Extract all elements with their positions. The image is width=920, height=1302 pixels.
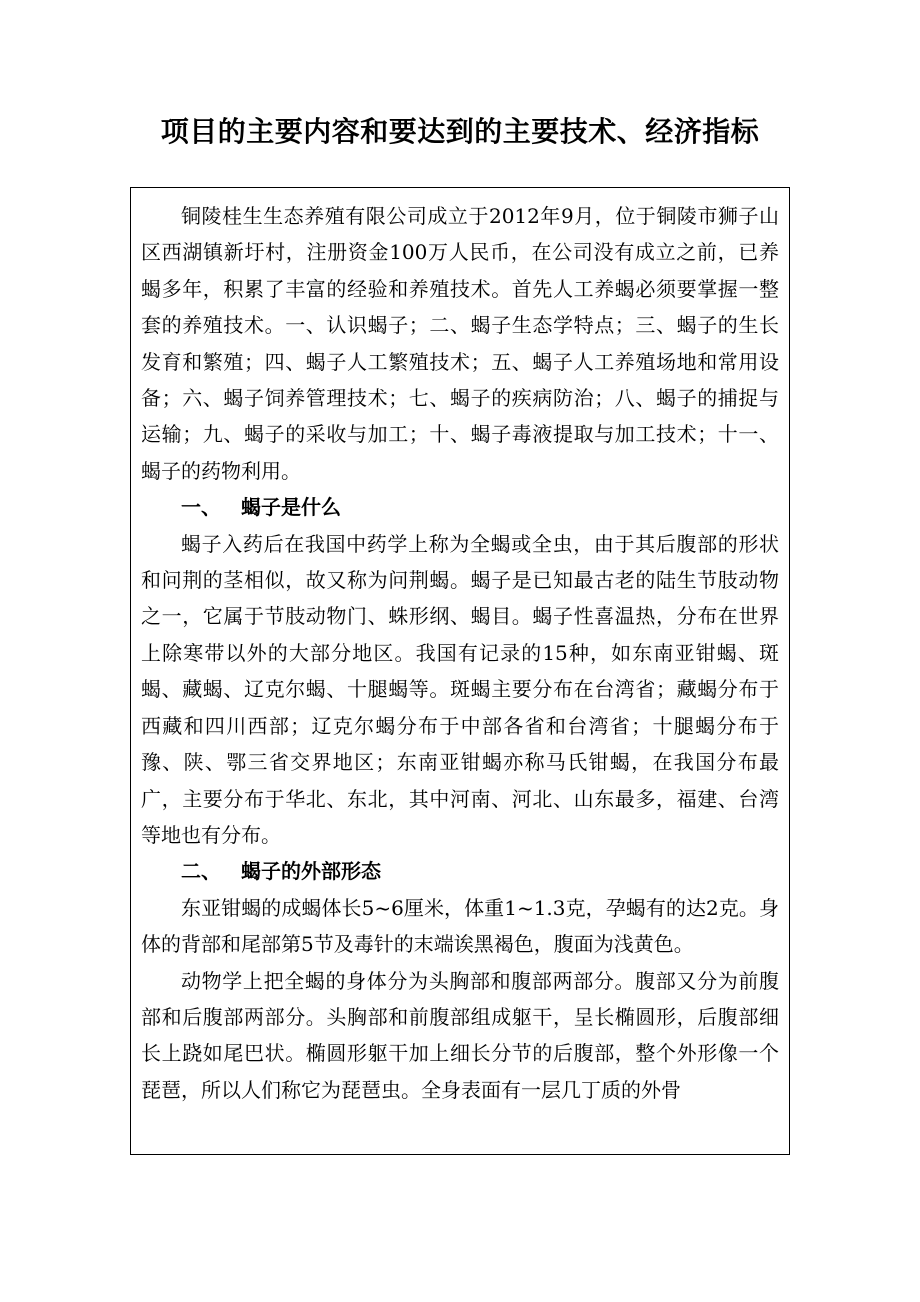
section-number: 二、 xyxy=(181,859,221,884)
section-heading-text: 蝎子是什么 xyxy=(241,495,341,520)
document-title: 项目的主要内容和要达到的主要技术、经济指标 xyxy=(160,115,760,148)
content-box xyxy=(130,187,790,1155)
section-2-paragraph-2: 动物学上把全蝎的身体分为头胸部和腹部两部分。腹部又分为前腹部和后腹部两部分。头胸部和前腹部组成躯干，呈长椭圆形，后腹部细长上跷如尾巴状。椭圆形躯干加上细长分节的后腹部，整个外形像一个琵琶，所以人们称它为琵琶虫。全身表面有一层几丁质的外骨 xyxy=(141,968,779,1102)
section-number: 一、 xyxy=(181,495,221,520)
content-body xyxy=(141,198,779,1108)
section-heading-1 xyxy=(141,489,779,525)
section-1-paragraph-1: 蝎子入药后在我国中药学上称为全蝎或全虫，由于其后腹部的形状和问荆的茎相似，故又称为问荆蝎。蝎子是已知最古老的陆生节肢动物之一，它属于节肢动物门、蛛形纲、蝎目。蝎子性喜温热，分布在世界上除寒带以外的大部分地区。我国有记录的15种，如东南亚钳蝎、斑蝎、藏蝎、辽克尔蝎、十腿蝎等。斑蝎主要分布在台湾省；藏蝎分布于西藏和四川西部；辽克尔蝎分布于中部各省和台湾省；十腿蝎分布于豫、陕、鄂三省交界地区；东南亚钳蝎亦称马氏钳蝎，在我国分布最广，主要分布于华北、东北，其中河南、河北、山东最多，福建、台湾等地也有分布。 xyxy=(141,531,779,847)
section-2-paragraph-1: 东亚钳蝎的成蝎体长5~6厘米，体重1~1.3克，孕蝎有的达2克。身体的背部和尾部第5节及毒针的末端诶黑褐色，腹面为浅黄色。 xyxy=(141,895,779,957)
intro-paragraph: 铜陵桂生生态养殖有限公司成立于2012年9月，位于铜陵市狮子山区西湖镇新圩村，注册资金100万人民币，在公司没有成立之前，已养蝎多年，积累了丰富的经验和养殖技术。首先人工养蝎必须要掌握一整套的养殖技术。一、认识蝎子；二、蝎子生态学特点；三、蝎子的生长发育和繁殖；四、蝎子人工繁殖技术；五、蝎子人工养殖场地和常用设备；六、蝎子饲养管理技术；七、蝎子的疾病防治；八、蝎子的捕捉与运输；九、蝎子的采收与加工；十、蝎子毒液提取与加工技术；十一、蝎子的药物利用。 xyxy=(141,204,779,483)
section-heading-text: 蝎子的外部形态 xyxy=(241,859,381,884)
section-heading-2 xyxy=(141,853,779,889)
